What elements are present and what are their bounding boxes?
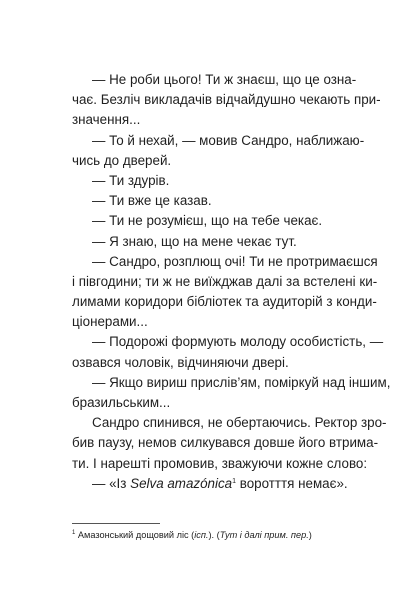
footnote-lang: ісп. — [194, 530, 209, 540]
footnote-reference: 1 — [232, 477, 237, 485]
body-text — [72, 70, 391, 494]
text-line: — Ти вже це казав. — [92, 193, 212, 209]
text-line: бразильським... — [72, 395, 171, 410]
text-line: озвався чоловік, відчиняючи двері. — [72, 354, 289, 370]
footnote-translator-note: Тут і далі прим. пер. — [219, 530, 309, 540]
text-line: ти. І нарешті промовив, зважуючи кожне слово: — [72, 455, 368, 471]
footnote-text-2: ). ( — [208, 530, 220, 540]
footnote-text-1: Амазонський дощовий ліс ( — [75, 530, 195, 540]
text-fragment: — «Із — [92, 475, 131, 491]
text-line: і півгодини; ти ж не виїжджав далі за встелені ки- — [72, 273, 378, 289]
text-line: значення... — [72, 112, 141, 128]
text-line: — Ти не розумієш, що на тебе чекає. — [92, 213, 323, 229]
footnote-marker: 1 — [72, 530, 76, 536]
text-line: лимами коридори бібліотек та аудиторій з конди- — [72, 294, 377, 310]
text-line: — Сандро, розплющ очі! Ти не протримаєшся — [92, 253, 378, 269]
text-line: — Я знаю, що на мене чекає тут. — [92, 233, 297, 249]
text-line: — Не роби цього! Ти ж знаєш, що це озна- — [92, 72, 357, 87]
footnote-divider — [72, 523, 160, 524]
text-line-last — [72, 474, 355, 494]
footnote — [72, 529, 372, 541]
text-line: ціонерами... — [72, 314, 148, 330]
text-line: — То й нехай, — мовив Сандро, наближаю- — [92, 132, 365, 148]
text-line: бив паузу, немов силкувався довше його втрима- — [72, 435, 379, 451]
text-line: — Ти здурів. — [92, 172, 170, 188]
text-fragment: воротття немає». — [236, 475, 348, 491]
footnote-text-3: ) — [308, 530, 312, 540]
text-line: — Подорожі формують молоду особистість, — — [92, 334, 384, 350]
text-line: — Якщо вириш прислів’ям, поміркуй над іншим, — [92, 374, 391, 390]
text-line: чає. Безліч викладачів відчайдушно чекають при- — [72, 92, 381, 108]
italic-phrase: Selva amazónica — [130, 475, 233, 491]
text-line: чись до дверей. — [72, 152, 172, 168]
text-line: Сандро спинився, не обертаючись. Ректор зро- — [92, 415, 387, 431]
